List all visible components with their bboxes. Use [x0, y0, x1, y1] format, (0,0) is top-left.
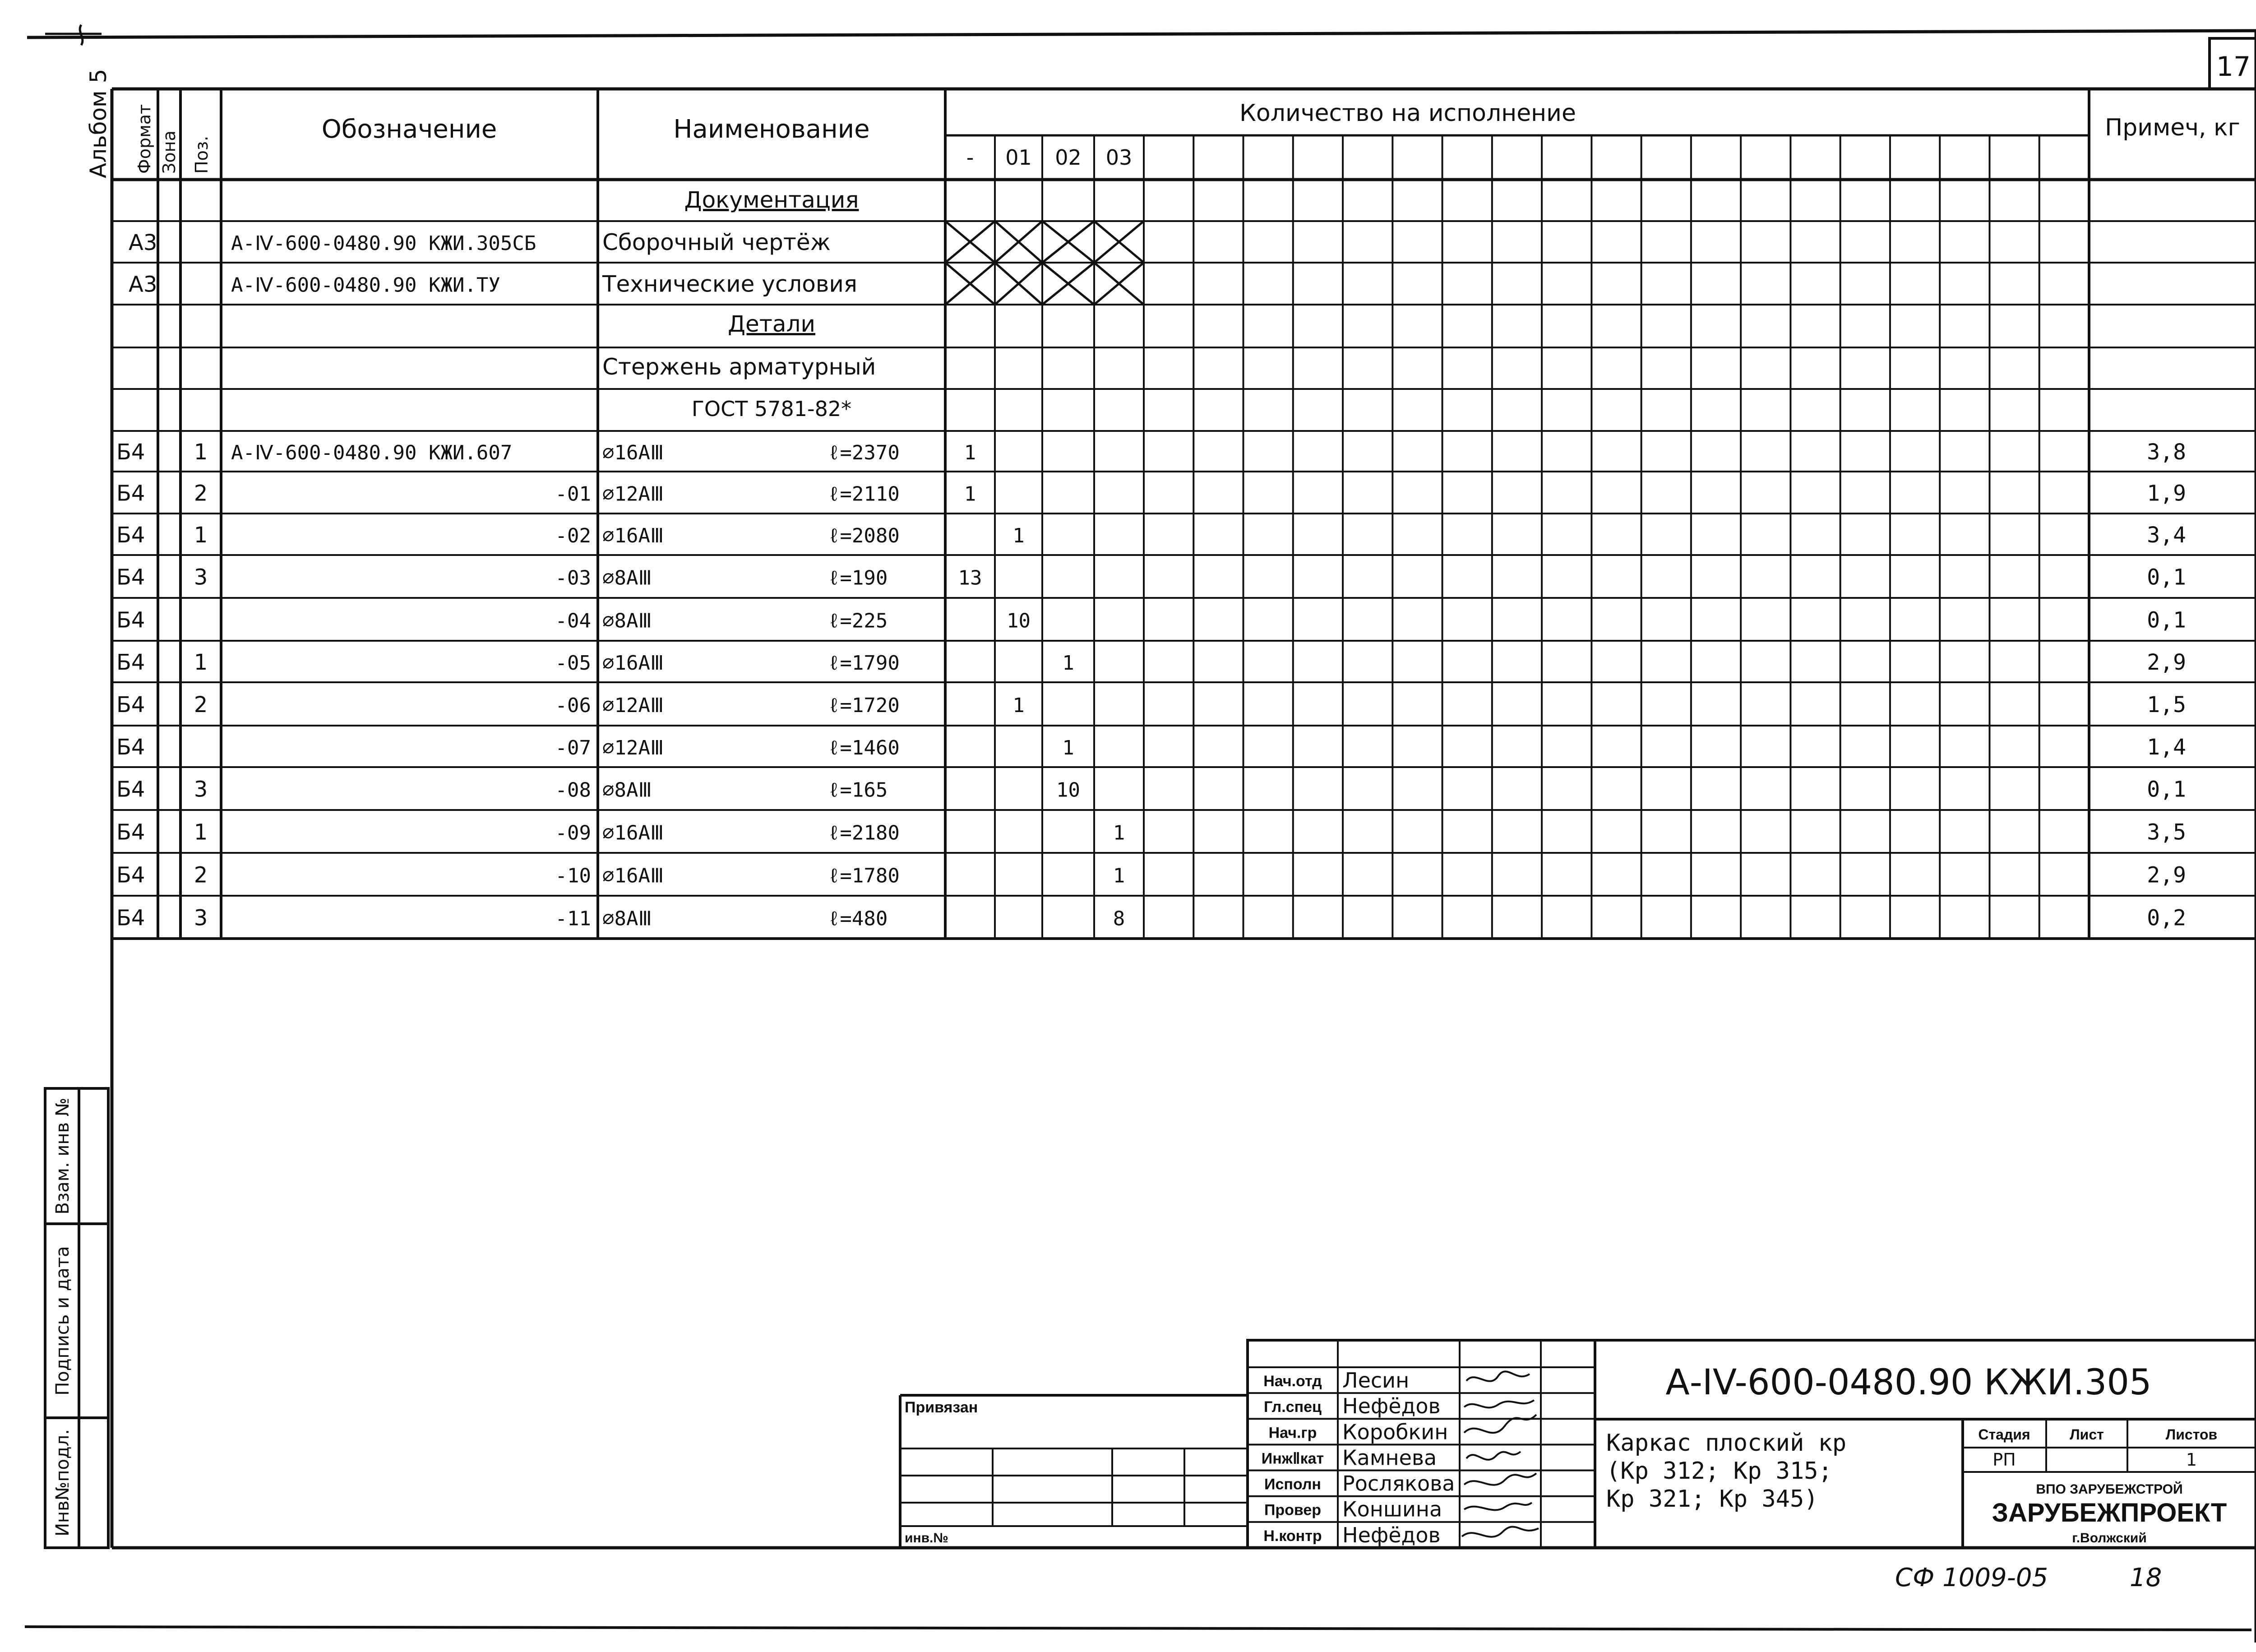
col-pos-header: Поз.: [192, 135, 212, 174]
section-documentation: Документация: [684, 187, 859, 213]
row-designation: -06: [555, 694, 591, 717]
row-pos: 1: [194, 650, 208, 675]
row-name: ⌀8АⅢ: [602, 778, 652, 802]
row-designation: -04: [555, 609, 591, 633]
side-stamp-inv: Инв№подл.: [52, 1429, 73, 1536]
title-line: (Кр 312; Кр 315;: [1606, 1458, 1832, 1485]
row-qty: 13: [958, 566, 982, 590]
row-designation: -09: [555, 821, 591, 845]
row-designation: -05: [555, 652, 591, 675]
row-format: Б4: [116, 440, 145, 465]
rod-gost: ГОСТ 5781-82*: [691, 397, 852, 421]
row-pos: 2: [194, 481, 208, 506]
row-qty: 8: [1113, 907, 1125, 930]
row-length: ℓ=1780: [828, 864, 900, 888]
doc-row-designation: А-Ⅳ-600-0480.90 КЖИ.ТУ: [231, 273, 500, 297]
row-qty: 1: [1113, 821, 1125, 845]
document-code: А-IV-600-0480.90 КЖИ.305: [1665, 1362, 2152, 1403]
inv-label: инв.№: [905, 1531, 948, 1546]
row-note: 2,9: [2147, 862, 2186, 888]
row-note: 1,9: [2147, 481, 2186, 506]
row-format: Б4: [116, 735, 145, 760]
doc-row-designation: А-Ⅳ-600-0480.90 КЖИ.305СБ: [231, 232, 536, 255]
qty-col-header: 02: [1055, 145, 1082, 170]
footer-page: 18: [2130, 1563, 2162, 1592]
row-qty: 10: [1007, 609, 1031, 633]
row-designation: -08: [555, 778, 591, 802]
role-name: Лесин: [1342, 1368, 1410, 1393]
row-length: ℓ=1720: [828, 694, 900, 717]
row-name: ⌀12АⅢ: [602, 736, 664, 759]
row-format: Б4: [116, 777, 145, 802]
role-label: Нач.отд: [1263, 1373, 1322, 1390]
row-qty: 1: [964, 482, 976, 506]
role-label: Исполн: [1264, 1476, 1321, 1493]
sheet-header: Лист: [2070, 1426, 2104, 1443]
role-label: Провер: [1264, 1501, 1322, 1519]
row-pos: 1: [194, 523, 208, 548]
row-note: 0,1: [2147, 565, 2186, 590]
sheet-number: 17: [2216, 51, 2251, 83]
col-note-header: Примеч, кг: [2105, 114, 2240, 141]
doc-row-name: Технические условия: [602, 271, 857, 297]
row-format: Б4: [116, 692, 145, 717]
row-designation: -02: [555, 524, 591, 547]
row-qty: 1: [964, 441, 976, 464]
sheets-header: Листов: [2165, 1426, 2218, 1443]
col-zone-header: Зона: [159, 130, 179, 174]
row-format: Б4: [116, 650, 145, 675]
row-qty: 1: [1062, 736, 1074, 759]
album-label: Альбом 5: [85, 69, 111, 178]
row-format: Б4: [116, 565, 145, 590]
row-note: 3,4: [2147, 523, 2186, 548]
org-line-2: ЗАРУБЕЖПРОЕКТ: [1992, 1498, 2227, 1527]
row-length: ℓ=190: [828, 566, 888, 590]
row-pos: 1: [194, 440, 208, 465]
row-qty: 1: [1113, 864, 1125, 888]
corner-mark: [45, 25, 102, 45]
stage-header: Стадия: [1978, 1426, 2030, 1443]
role-label: Гл.спец: [1264, 1398, 1322, 1416]
role-label: Н.контр: [1263, 1527, 1322, 1545]
row-qty: 10: [1056, 778, 1080, 802]
section-details: Детали: [727, 311, 816, 337]
stage-value: РП: [1992, 1450, 2016, 1470]
row-note: 3,8: [2147, 440, 2186, 465]
col-quantity-header: Количество на исполнение: [1239, 100, 1576, 127]
role-name: Нефёдов: [1342, 1394, 1441, 1419]
title-line: Кр 321; Кр 345): [1606, 1485, 1818, 1513]
row-length: ℓ=2370: [828, 441, 900, 464]
rod-title: Стержень арматурный: [602, 354, 876, 380]
row-format: Б4: [116, 523, 145, 548]
row-format: Б4: [116, 905, 145, 931]
org-line-3: г.Волжский: [2072, 1531, 2147, 1546]
row-name: ⌀16АⅢ: [602, 821, 664, 845]
signatures: [1462, 1371, 1539, 1536]
row-qty: 1: [1012, 524, 1025, 547]
bound-label: Привязан: [905, 1399, 978, 1416]
row-name: ⌀12АⅢ: [602, 482, 664, 506]
side-stamp-signature: Подпись и дата: [52, 1246, 73, 1396]
row-length: ℓ=2180: [828, 821, 900, 845]
footer-code: СФ 1009-05: [1895, 1563, 2048, 1592]
doc-row-format: А3: [129, 230, 157, 255]
sheets-value: 1: [2186, 1450, 2197, 1470]
row-length: ℓ=1460: [828, 736, 900, 759]
role-name: Рослякова: [1342, 1471, 1455, 1496]
row-name: ⌀8АⅢ: [602, 609, 652, 633]
row-designation: -07: [555, 736, 591, 759]
row-name: ⌀16АⅢ: [602, 524, 664, 547]
row-length: ℓ=2080: [828, 524, 900, 547]
row-name: ⌀8АⅢ: [602, 566, 652, 590]
row-pos: 2: [194, 692, 208, 717]
row-pos: 2: [194, 862, 208, 888]
title-line: Каркас плоский кр: [1606, 1430, 1847, 1457]
row-qty: 1: [1062, 652, 1074, 675]
row-format: Б4: [116, 481, 145, 506]
row-note: 0,2: [2147, 905, 2186, 931]
row-designation: -10: [555, 864, 591, 888]
row-note: 0,1: [2147, 607, 2186, 633]
qty-col-header: 01: [1005, 145, 1032, 170]
doc-row-name: Сборочный чертёж: [602, 229, 831, 255]
col-designation-header: Обозначение: [321, 115, 497, 144]
row-note: 3,5: [2147, 819, 2186, 845]
row-designation: -11: [555, 907, 591, 930]
row-name: ⌀16АⅢ: [602, 864, 664, 888]
role-label: ИнжⅡкат: [1261, 1450, 1324, 1467]
row-designation: А-Ⅳ-600-0480.90 КЖИ.607: [231, 441, 513, 464]
row-length: ℓ=480: [828, 907, 888, 930]
row-note: 1,4: [2147, 735, 2186, 760]
row-pos: 3: [194, 905, 208, 931]
side-stamp-replace: Взам. инв №: [52, 1097, 73, 1215]
qty-col-header: 03: [1105, 145, 1133, 170]
role-name: Камнева: [1342, 1445, 1437, 1470]
row-name: ⌀12АⅢ: [602, 694, 664, 717]
row-note: 1,5: [2147, 692, 2186, 717]
qty-col-header: -: [966, 145, 974, 170]
role-name: Нефёдов: [1342, 1522, 1441, 1547]
row-format: Б4: [116, 819, 145, 845]
row-note: 2,9: [2147, 650, 2186, 675]
row-name: ⌀16АⅢ: [602, 652, 664, 675]
row-designation: -03: [555, 566, 591, 590]
row-format: Б4: [116, 607, 145, 633]
role-name: Коншина: [1342, 1497, 1442, 1522]
org-line-1: ВПО ЗАРУБЕЖСТРОЙ: [2036, 1482, 2183, 1497]
row-qty: 1: [1012, 694, 1025, 717]
row-name: ⌀8АⅢ: [602, 907, 652, 930]
row-pos: 3: [194, 565, 208, 590]
row-name: ⌀16АⅢ: [602, 441, 664, 464]
row-designation: -01: [555, 482, 591, 506]
doc-row-format: А3: [129, 272, 157, 297]
col-name-header: Наименование: [673, 115, 870, 144]
col-format-header: Формат: [134, 104, 154, 174]
row-length: ℓ=225: [828, 609, 888, 633]
row-length: ℓ=2110: [828, 482, 900, 506]
row-length: ℓ=165: [828, 778, 888, 802]
row-note: 0,1: [2147, 777, 2186, 802]
row-format: Б4: [116, 862, 145, 888]
row-pos: 3: [194, 777, 208, 802]
role-label: Нач.гр: [1268, 1424, 1317, 1442]
role-name: Коробкин: [1342, 1420, 1448, 1444]
row-pos: 1: [194, 819, 208, 845]
row-length: ℓ=1790: [828, 652, 900, 675]
